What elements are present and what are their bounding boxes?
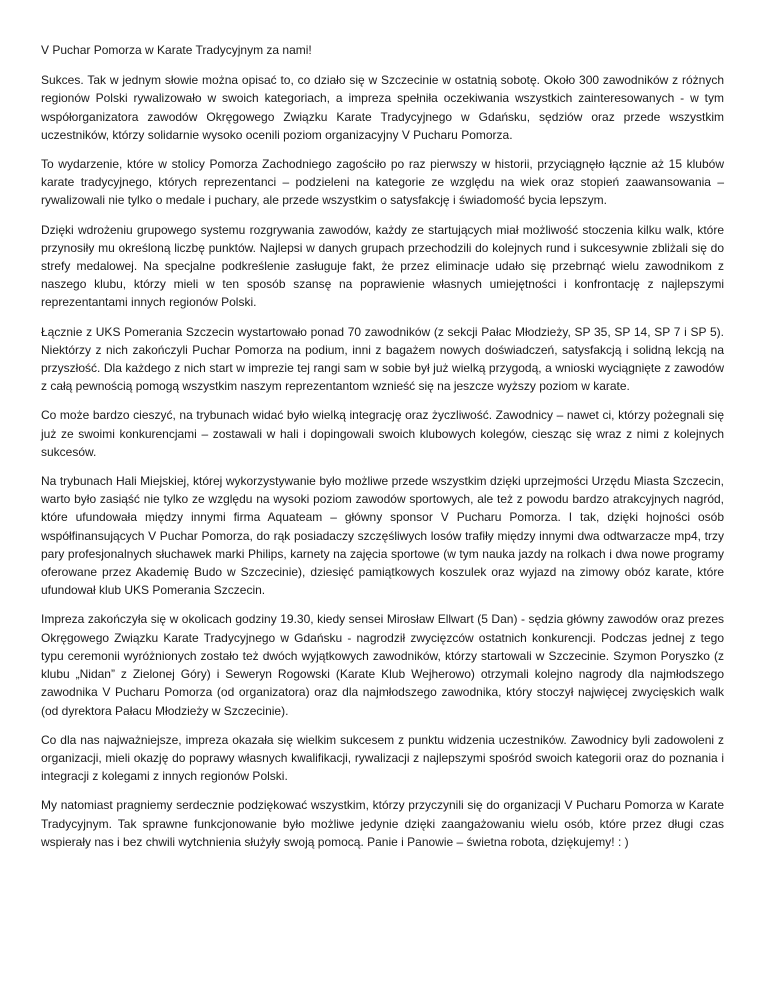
article-title: V Puchar Pomorza w Karate Tradycyjnym za nami! bbox=[41, 43, 312, 57]
paragraph-6: Na trybunach Hali Miejskiej, której wykorzystywanie było możliwe przede wszystkim dzięki uprzejmości Urzędu Miasta Szczecin, warto było zasiąść nie tylko ze względu na wysoki poziom zawodów sportowych, ale też z powodu bardzo atrakcyjnych nagród, które ufundowała między innymi firma Aquateam – główny sponsor V Pucharu Pomorza. I tak, dzięki hojności osób współfinansujących V Puchar Pomorza, do rąk posiadaczy szczęśliwych losów trafiły między innymi dwa odtwarzacze mp4, trzy pary profesjonalnych słuchawek marki Philips, karnety na zajęcia sportowe (w tym nauka jazdy na rolkach i dwa nowe programy oferowane przez Akademię Budo w Szczecinie), dziesięć pamiątkowych koszulek oraz wyjazd na zimowy obóz karate, które ufundował klub UKS Pomerania Szczecin. bbox=[41, 474, 724, 598]
paragraph-8: Co dla nas najważniejsze, impreza okazała się wielkim sukcesem z punktu widzenia uczestników. Zawodnicy byli zadowoleni z organizacji, mieli okazję do poprawy własnych kwalifikacji, rywalizacji z najlepszymi spośród swoich kategorii oraz do poznania i integracji z kolegami z innych regionów Polski. bbox=[41, 732, 724, 784]
paragraph-5: Co może bardzo cieszyć, na trybunach widać było wielką integrację oraz życzliwość. Zawodnicy – nawet ci, którzy pożegnali się już ze swoimi konkurencjami – zostawali w hali i dopingowali swoich klubowych kolegów, ciesząc się wraz z nimi z kolejnych sukcesów. bbox=[41, 408, 724, 459]
paragraph-9: My natomiast pragniemy serdecznie podziękować wszystkim, którzy przyczynili się do organizacji V Pucharu Pomorza w Karate Tradycyjnym. Tak sprawne funkcjonowanie było możliwe jedynie dzięki zaangażowaniu wielu osób, które przez długi czas wspierały nas i bez chwili wytchnienia służyły swoją pomocą. Panie i Panowie – świetna robota, dziękujemy! : ) bbox=[41, 798, 724, 849]
paragraph-4: Łącznie z UKS Pomerania Szczecin wystartowało ponad 70 zawodników (z sekcji Pałac Młodzieży, SP 35, SP 14, SP 7 i SP 5). Niektórzy z nich zakończyli Puchar Pomorza na podium, inni z bagażem nowych doświadczeń, satysfakcją i solidną lekcją na przyszłość. Dla każdego z nich start w imprezie tej rangi sam w sobie był już wielką przygodą, a wnioski wyciągnięte z zawodów z całą pewnością pomogą wszystkim naszym reprezentantom wznieść się na jeszcze wyższy poziom w karate. bbox=[41, 324, 724, 394]
paragraph-7: Impreza zakończyła się w okolicach godziny 19.30, kiedy sensei Mirosław Ellwart (5 Dan) - sędzia główny zawodów oraz prezes Okręgowego Związku Karate Tradycyjnego w Gdańsku - nagrodził zwycięzców ostatnich konkurencji. Podczas jednej z tego typu ceremonii wyróżnionych zostało też dwóch wyjątkowych zawodników, którzy startowali w Szczecinie. Szymon Poryszko (z klubu „Nidan” z Zielonej Góry) i Seweryn Rogowski (Karate Klub Wejherowo) otrzymali kolejno nagrody dla najmłodszego zawodnika V Pucharu Pomorza (od organizatora) oraz dla najmłodszego zawodnika, który stoczył najwięcej zwycięskich walk (od dyrektora Pałacu Młodzieży w Szczecinie). bbox=[41, 612, 724, 718]
paragraph-3: Dzięki wdrożeniu grupowego systemu rozgrywania zawodów, każdy ze startujących miał możliwość stoczenia kilku walk, które przynosiły mu określoną liczbę punktów. Najlepsi w danych grupach przechodzili do kolejnych rund i sukcesywnie zbliżali się do strefy medalowej. Na specjalne podkreślenie zasługuje fakt, że przez eliminacje udało się przebrnąć wielu zawodnikom z naszego klubu, którzy mieli w ten sposób szansę na poprawienie własnych umiejętności i konfrontację z najlepszymi reprezentantami innych regionów Polski. bbox=[41, 222, 724, 310]
paragraph-1: Sukces. Tak w jednym słowie można opisać to, co działo się w Szczecinie w ostatnią sobotę. Około 300 zawodników z różnych regionów Polski rywalizowało w swoich kategoriach, a impreza spełniła oczekiwania wszystkich zainteresowanych - w tym współorganizatora zawodów Okręgowego Związku Karate Tradycyjnego w Gdańsku, sędziów oraz przede wszystkim uczestników, którzy solidarnie wysoko ocenili poziom organizacyjny V Pucharu Pomorza. bbox=[41, 73, 724, 142]
paragraph-2: To wydarzenie, które w stolicy Pomorza Zachodniego zagościło po raz pierwszy w historii, przyciągnęło łącznie aż 15 klubów karate tradycyjnego, których reprezentanci – podzieleni na kategorie ze względu na wiek oraz stopień zaawansowania – rywalizowali nie tylko o medale i puchary, ale przede wszystkim o satysfakcję i świadomość bycia lepszym. bbox=[41, 157, 724, 208]
